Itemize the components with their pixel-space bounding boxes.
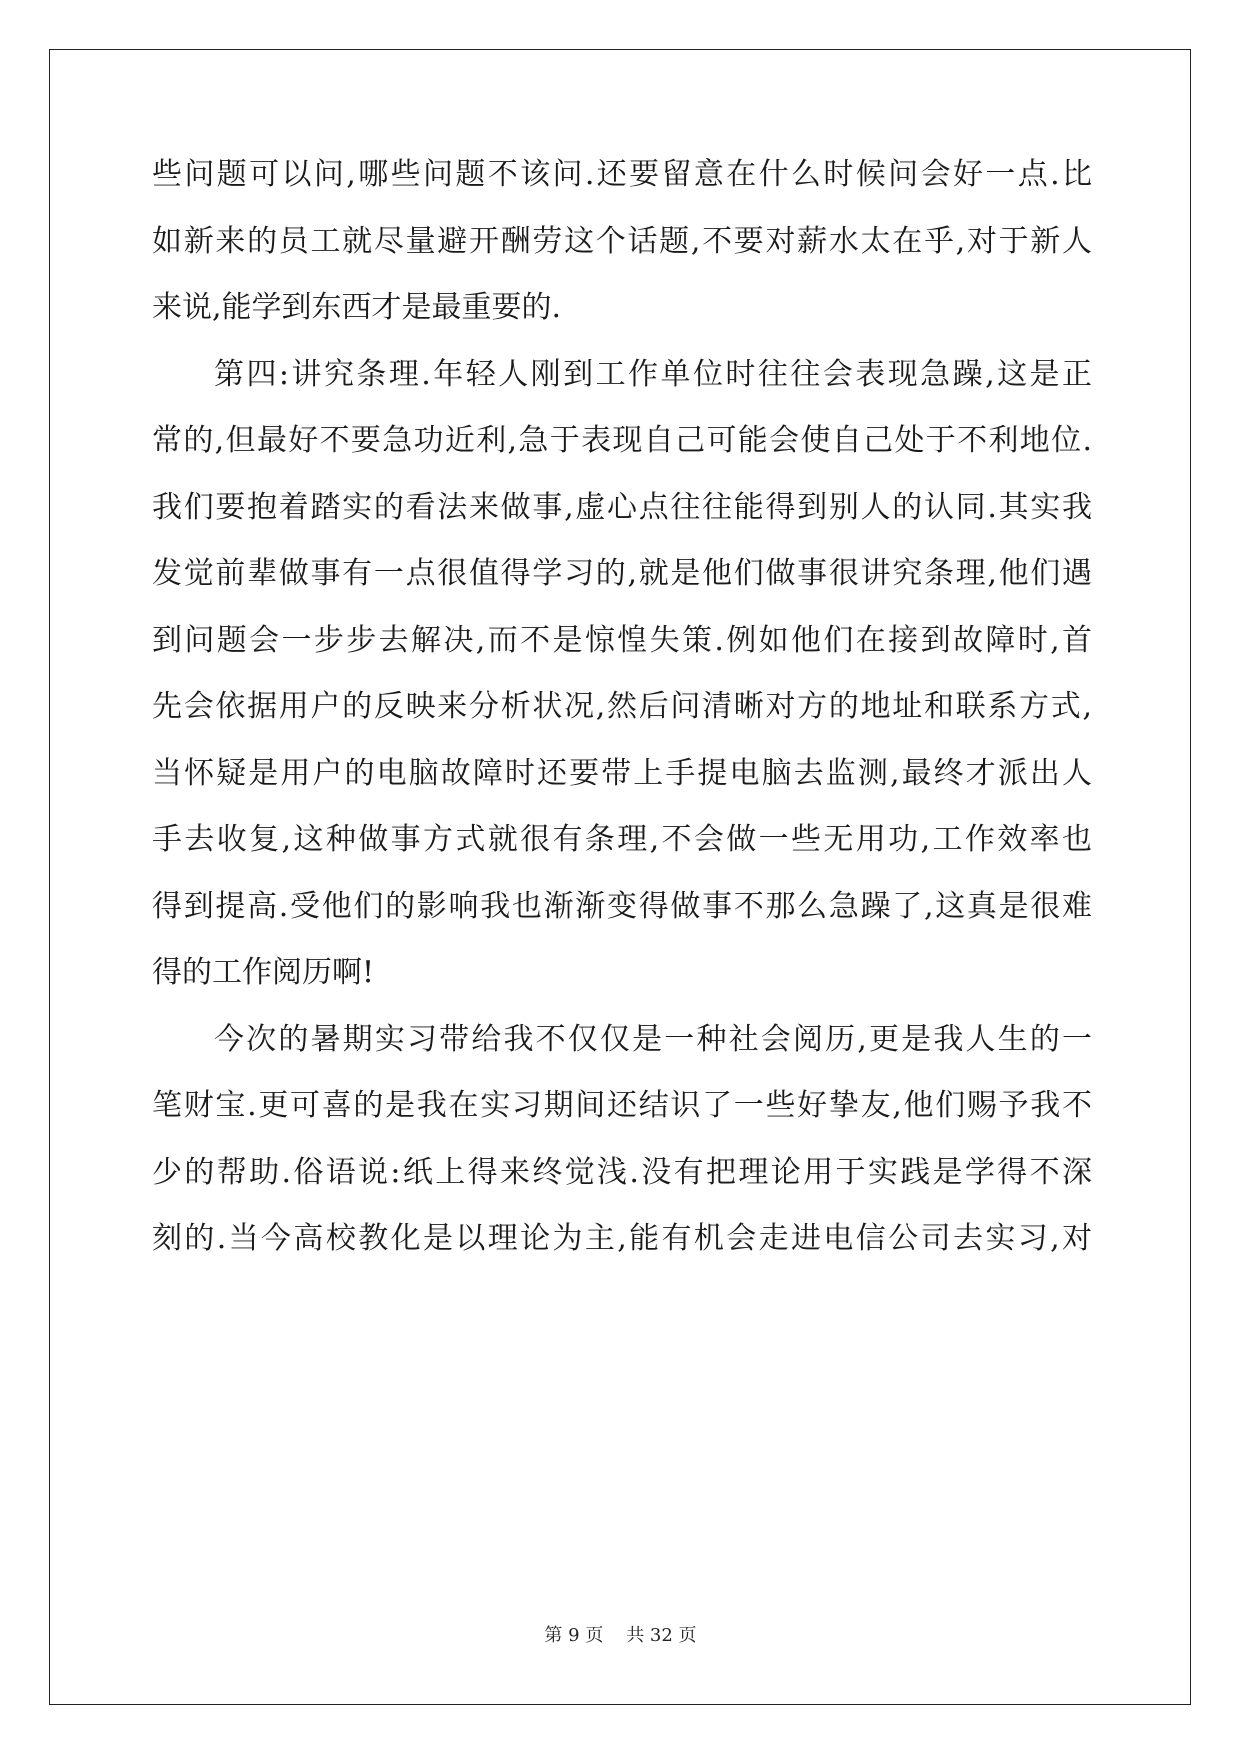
paragraph (152, 356, 1092, 1025)
paragraph (152, 1021, 1092, 1291)
paragraph (152, 157, 1092, 360)
text-line: 刻的.当今高校教化是以理论为主,能有机会走进电信公司去实习,对 (152, 1221, 1092, 1256)
text-line: 如新来的员工就尽量避开酬劳这个话题,不要对薪水太在乎,对于新人 (152, 223, 1092, 259)
text-line: 得的工作阅历啊! (152, 955, 375, 990)
document-body (152, 157, 1092, 1291)
text-line: 手去收复,这种做事方式就很有条理,不会做一些无用功,工作效率也 (152, 822, 1092, 857)
text-line: 少的帮助.俗语说:纸上得来终觉浅.没有把理论用于实践是学得不深 (152, 1154, 1092, 1190)
page-footer (0, 1626, 1241, 1646)
text-line: 我们要抱着踏实的看法来做事,虚心点往往能得到别人的认同.其实我 (152, 489, 1092, 525)
text-line: 来说,能学到东西才是最重要的. (152, 290, 562, 325)
text-line: 今次的暑期实习带给我不仅仅是一种社会阅历,更是我人生的一 (214, 1021, 1092, 1057)
text-line: 到问题会一步步去解决,而不是惊惶失策.例如他们在接到故障时,首 (152, 622, 1092, 658)
text-line: 常的,但最好不要急功近利,急于表现自己可能会使自己处于不利地位. (152, 423, 1092, 458)
text-line: 笔财宝.更可喜的是我在实习期间还结识了一些好挚友,他们赐予我不 (152, 1088, 1092, 1123)
text-line: 发觉前辈做事有一点很值得学习的,就是他们做事很讲究条理,他们遇 (152, 556, 1092, 591)
text-line: 当怀疑是用户的电脑故障时还要带上手提电脑去监测,最终才派出人 (152, 755, 1092, 791)
page-number: 第 9 页 共 32 页 (544, 1625, 697, 1646)
text-line: 第四:讲究条理.年轻人刚到工作单位时往往会表现急躁,这是正 (214, 356, 1092, 392)
text-line: 先会依据用户的反映来分析状况,然后问清晰对方的地址和联系方式, (152, 689, 1092, 724)
text-line: 得到提高.受他们的影响我也渐渐变得做事不那么急躁了,这真是很难 (152, 888, 1092, 924)
text-line: 些问题可以问,哪些问题不该问.还要留意在什么时候问会好一点.比 (152, 157, 1092, 192)
